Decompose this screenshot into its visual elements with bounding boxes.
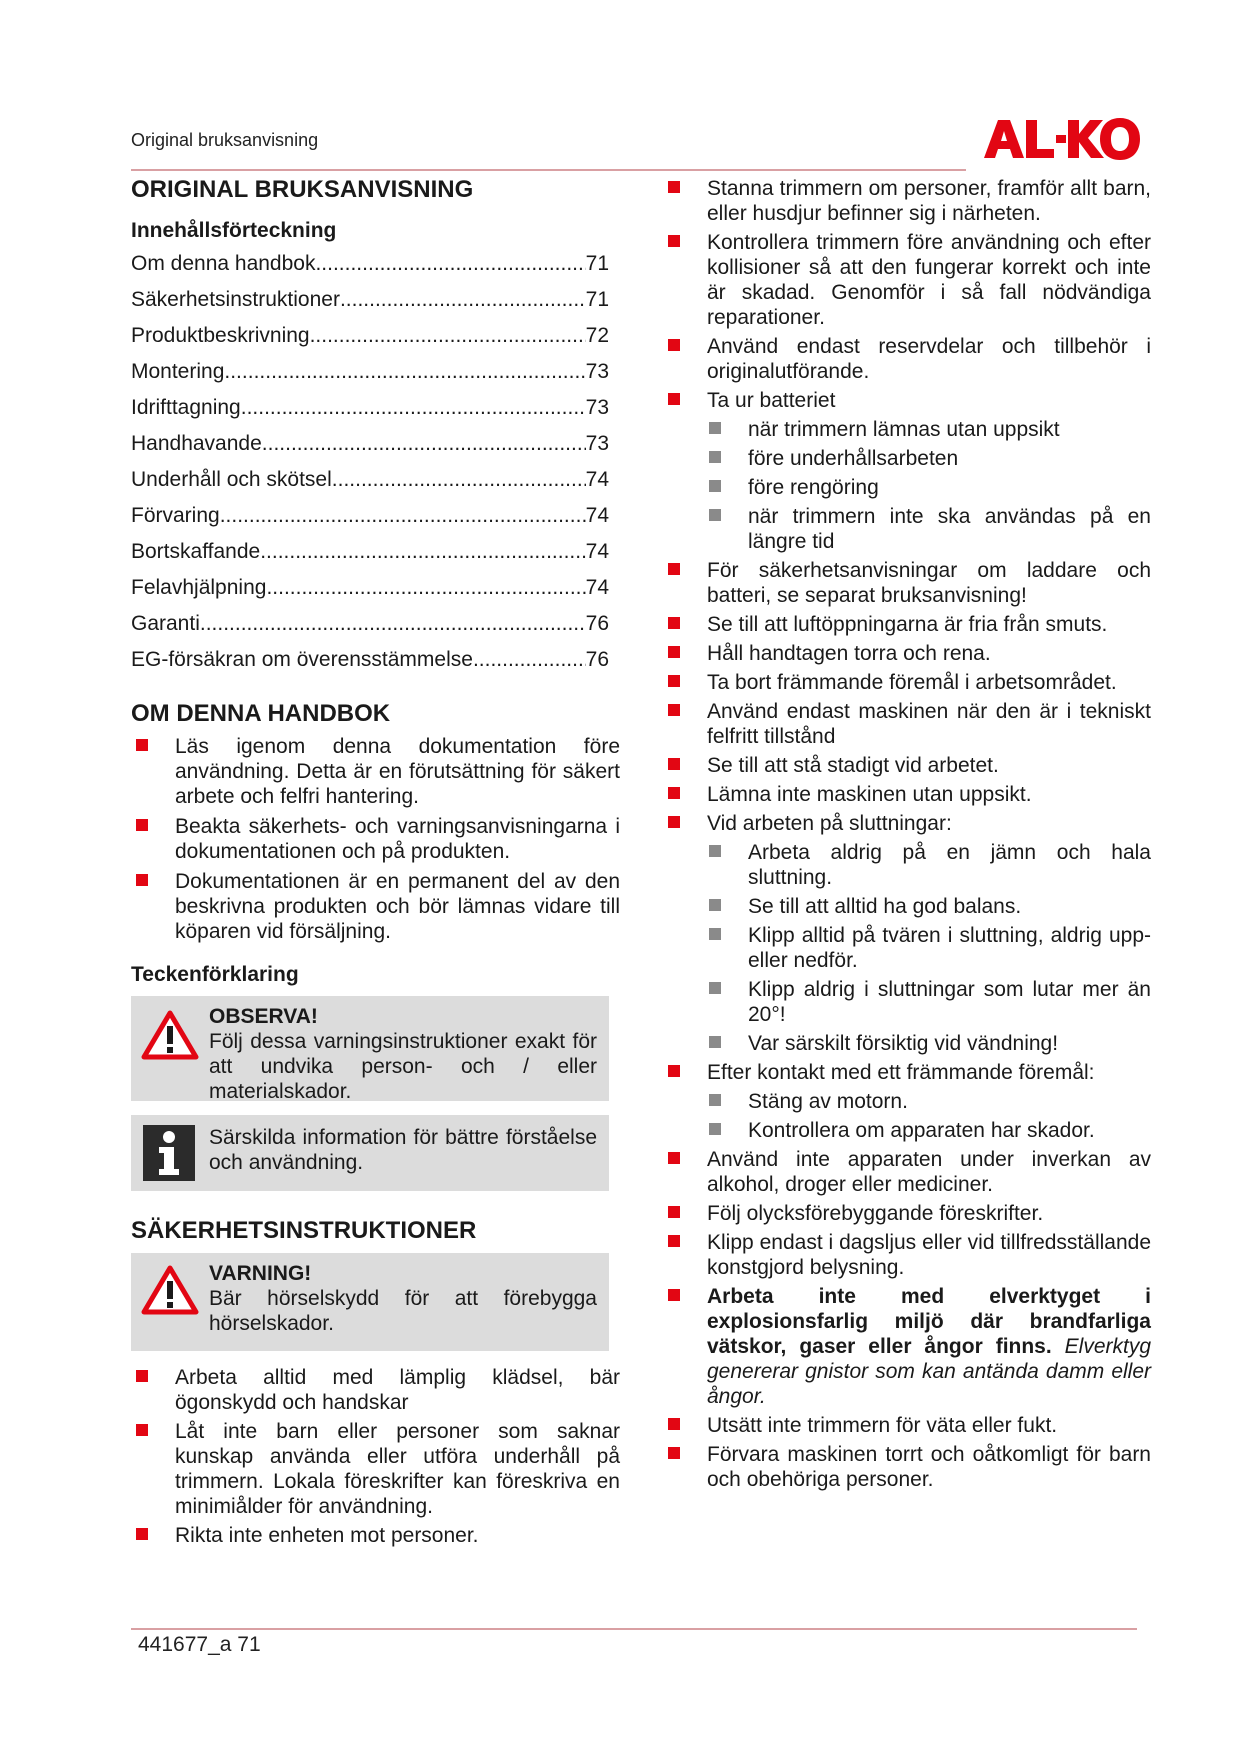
red-bullet — [136, 819, 148, 831]
left-column — [131, 176, 620, 1548]
gray-bullet — [709, 1123, 721, 1135]
toc-page: 71 — [585, 252, 609, 275]
info-box — [131, 1115, 609, 1191]
list-item: Ta bort främmande föremål i arbetsområdet. — [663, 670, 1151, 695]
toc-page: 74 — [585, 576, 609, 599]
list-item: Klipp endast i dagsljus eller vid tillfredsställande konstgjord belysning. — [663, 1230, 1151, 1280]
list-item: före rengöring — [663, 475, 1151, 500]
red-bullet — [136, 1370, 148, 1382]
about-heading: OM DENNA HANDBOK — [131, 700, 391, 727]
warning-box — [131, 1253, 609, 1351]
red-bullet — [668, 1152, 680, 1164]
footer-rule — [131, 1628, 1137, 1630]
toc-row[interactable] — [131, 574, 609, 610]
safety-list-continued — [663, 176, 1151, 413]
toc-heading: Innehållsförteckning — [131, 219, 337, 242]
gray-bullet — [709, 1036, 721, 1048]
safety-list — [131, 1365, 620, 1548]
list-item: Rikta inte enheten mot personer. — [131, 1523, 620, 1548]
list-item: Utsätt inte trimmern för väta eller fukt. — [663, 1413, 1151, 1438]
red-bullet — [668, 787, 680, 799]
toc-label: Montering — [131, 360, 225, 383]
red-bullet — [668, 1235, 680, 1247]
toc-row[interactable] — [131, 538, 609, 574]
toc-row[interactable] — [131, 466, 609, 502]
list-item: Håll handtagen torra och rena. — [663, 641, 1151, 666]
toc-row[interactable] — [131, 250, 609, 286]
list-item: Klipp alltid på tvären i sluttning, aldrig upp- eller nedför. — [663, 923, 1151, 973]
gray-bullet — [709, 422, 721, 434]
red-bullet — [136, 1528, 148, 1540]
toc-page: 74 — [585, 468, 609, 491]
list-item: Kontrollera om apparaten har skador. — [663, 1118, 1151, 1143]
toc-label: Felavhjälpning — [131, 576, 267, 599]
info-text: Särskilda information för bättre förståelse och användning. — [209, 1126, 597, 1174]
list-item: Klipp aldrig i sluttningar som lutar mer än 20°! — [663, 977, 1151, 1027]
table-of-contents — [131, 250, 620, 682]
red-bullet — [668, 1418, 680, 1430]
list-item: Stäng av motorn. — [663, 1089, 1151, 1114]
gray-bullet — [709, 899, 721, 911]
list-item: Ta ur batteriet — [663, 388, 1151, 413]
toc-row[interactable] — [131, 502, 609, 538]
list-item: Lämna inte maskinen utan uppsikt. — [663, 782, 1151, 807]
observe-box — [131, 996, 609, 1101]
toc-row[interactable] — [131, 358, 609, 394]
warning-text: Bär hörselskydd för att förebygga hörselskador. — [209, 1287, 597, 1335]
list-item: när trimmern lämnas utan uppsikt — [663, 417, 1151, 442]
toc-page: 71 — [585, 288, 609, 311]
list-item: Arbeta alltid med lämplig klädsel, bär ögonskydd och handskar — [131, 1365, 620, 1415]
toc-page: 76 — [585, 612, 609, 635]
toc-page: 73 — [585, 396, 609, 419]
red-bullet — [668, 1289, 680, 1301]
info-icon — [143, 1125, 195, 1181]
toc-label: Säkerhetsinstruktioner — [131, 288, 340, 311]
toc-page: 74 — [585, 504, 609, 527]
red-bullet — [668, 617, 680, 629]
gray-bullet — [709, 1094, 721, 1106]
toc-row[interactable] — [131, 610, 609, 646]
toc-page: 72 — [585, 324, 609, 347]
toc-row[interactable] — [131, 322, 609, 358]
list-item: Se till att luftöppningarna är fria från smuts. — [663, 612, 1151, 637]
gray-bullet — [709, 509, 721, 521]
list-item: Låt inte barn eller personer som saknar kunskap använda eller utföra underhåll på trimmern. Lokala föreskrifter kan föreskriva en minimiålder för användning. — [131, 1419, 620, 1519]
toc-page: 73 — [585, 432, 609, 455]
safety-heading: SÄKERHETSINSTRUKTIONER — [131, 1217, 477, 1244]
contact-item — [663, 1060, 1151, 1085]
battery-sublist — [663, 417, 1151, 554]
list-item: Vid arbeten på sluttningar: — [663, 811, 1151, 836]
red-bullet — [668, 563, 680, 575]
explosive-warning-italic: Elverktyg genererar gnistor som kan antända damm eller ångor. — [707, 1335, 1151, 1408]
red-bullet — [668, 646, 680, 658]
list-item: Se till att stå stadigt vid arbetet. — [663, 753, 1151, 778]
toc-page: 76 — [585, 648, 609, 671]
document-header-title: Original bruksanvisning — [131, 130, 319, 150]
red-bullet — [668, 704, 680, 716]
toc-label: Underhåll och skötsel — [131, 468, 332, 491]
about-list — [131, 734, 620, 944]
red-bullet — [136, 1424, 148, 1436]
list-item: Se till att alltid ha god balans. — [663, 894, 1151, 919]
toc-row[interactable] — [131, 286, 609, 322]
toc-label: Handhavande — [131, 432, 262, 455]
right-column — [663, 176, 1151, 1492]
toc-label: Idrifttagning — [131, 396, 241, 419]
red-bullet — [668, 1206, 680, 1218]
toc-label: Om denna handbok — [131, 252, 316, 275]
list-item — [663, 1284, 1151, 1409]
explosive-warning-bold: Arbeta inte med elverktyget i explosionsfarlig miljö där brandfarliga vätskor, gaser eller ångor finns. — [707, 1285, 1151, 1358]
list-item: när trimmern inte ska användas på en längre tid — [663, 504, 1151, 554]
list-item: före underhållsarbeten — [663, 446, 1151, 471]
red-bullet — [136, 739, 148, 751]
toc-label: Produktbeskrivning — [131, 324, 310, 347]
list-item: För säkerhetsanvisningar om laddare och batteri, se separat bruksanvisning! — [663, 558, 1151, 608]
red-bullet — [668, 816, 680, 828]
red-bullet — [668, 758, 680, 770]
red-bullet — [668, 675, 680, 687]
observe-text: Följ dessa varningsinstruktioner exakt för att undvika person- och / eller materialskador. — [209, 1030, 597, 1103]
list-item: Använd endast maskinen när den är i tekniskt felfritt tillstånd — [663, 699, 1151, 749]
warning-title: VARNING! — [209, 1262, 312, 1285]
toc-row[interactable] — [131, 646, 609, 682]
main-title: ORIGINAL BRUKSANVISNING — [131, 176, 474, 203]
list-item: Följ olycksförebyggande föreskrifter. — [663, 1201, 1151, 1226]
list-item: Arbeta aldrig på en jämn och hala sluttning. — [663, 840, 1151, 890]
header-rule — [131, 169, 966, 171]
list-item: Var särskilt försiktig vid vändning! — [663, 1031, 1151, 1056]
list-item: Använd endast reservdelar och tillbehör i originalutförande. — [663, 334, 1151, 384]
list-item: Dokumentationen är en permanent del av den beskrivna produkten och bör lämnas vidare till köparen vid försäljning. — [131, 869, 620, 944]
gray-bullet — [709, 480, 721, 492]
toc-label: EG-försäkran om överensstämmelse — [131, 648, 473, 671]
toc-page: 74 — [585, 540, 609, 563]
list-item: Efter kontakt med ett främmande föremål: — [663, 1060, 1151, 1085]
list-item: Stanna trimmern om personer, framför allt barn, eller husdjur befinner sig i närheten. — [663, 176, 1151, 226]
list-item: Kontrollera trimmern före användning och efter kollisioner så att den fungerar korrekt och inte är skadad. Genomför i så fall nödvändiga reparationer. — [663, 230, 1151, 330]
red-bullet — [668, 235, 680, 247]
safety-list-c — [663, 1147, 1151, 1492]
list-item: Förvara maskinen torrt och oåtkomligt för barn och obehöriga personer. — [663, 1442, 1151, 1492]
list-item: Läs igenom denna dokumentation före användning. Detta är en förutsättning för säkert arbete och felfri hantering. — [131, 734, 620, 809]
alko-logo — [982, 114, 1140, 164]
gray-bullet — [709, 928, 721, 940]
gray-bullet — [709, 451, 721, 463]
legend-heading: Teckenförklaring — [131, 963, 299, 986]
toc-row[interactable] — [131, 430, 609, 466]
page-footer: 441677_a 71 — [138, 1633, 261, 1656]
gray-bullet — [709, 982, 721, 994]
toc-label: Bortskaffande — [131, 540, 261, 563]
warning-triangle-icon — [141, 1265, 199, 1315]
toc-page: 73 — [585, 360, 609, 383]
observe-title: OBSERVA! — [209, 1005, 318, 1028]
safety-list-b — [663, 558, 1151, 836]
red-bullet — [668, 393, 680, 405]
list-item: Beakta säkerhets- och varningsanvisningarna i dokumentationen och på produkten. — [131, 814, 620, 864]
red-bullet — [668, 1065, 680, 1077]
gray-bullet — [709, 845, 721, 857]
red-bullet — [136, 874, 148, 886]
toc-label: Förvaring — [131, 504, 220, 527]
list-item: Använd inte apparaten under inverkan av alkohol, droger eller mediciner. — [663, 1147, 1151, 1197]
toc-label: Garanti — [131, 612, 200, 635]
warning-triangle-icon — [141, 1010, 199, 1060]
red-bullet — [668, 339, 680, 351]
contact-sublist — [663, 1089, 1151, 1143]
slope-sublist — [663, 840, 1151, 1056]
toc-row[interactable] — [131, 394, 609, 430]
red-bullet — [668, 181, 680, 193]
red-bullet — [668, 1447, 680, 1459]
